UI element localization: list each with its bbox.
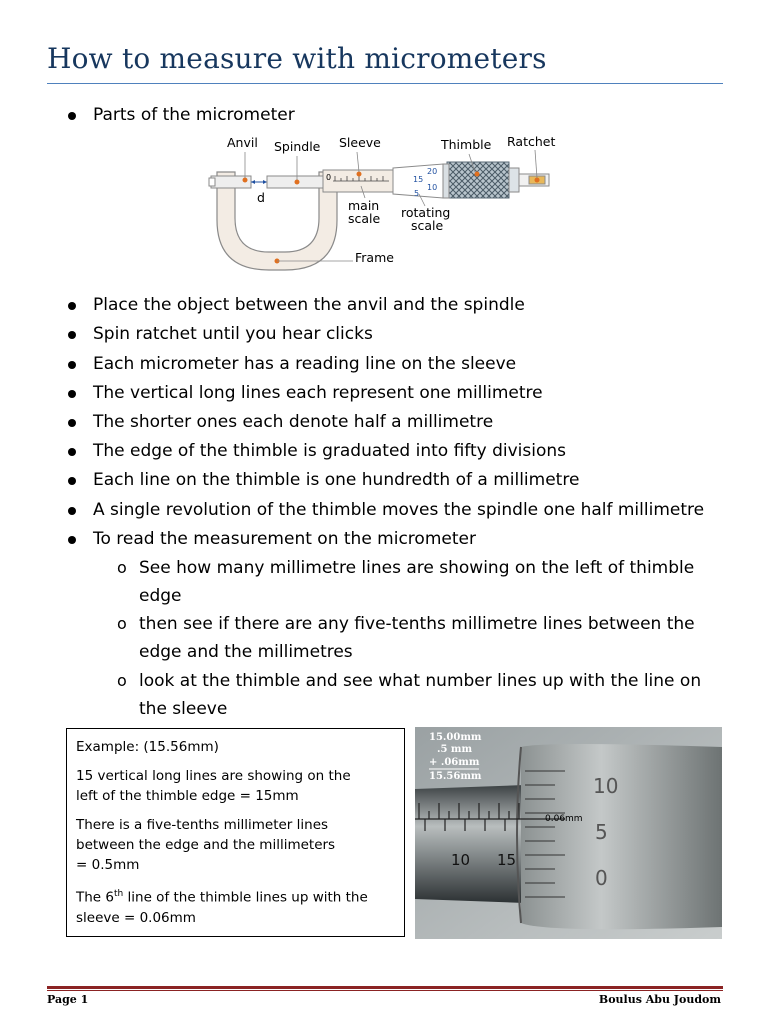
bullet-dot bbox=[68, 112, 76, 120]
calc-line: + .06mm bbox=[429, 757, 480, 768]
sub-bullet-line: See how many millimetre lines are showing on the left of thimble bbox=[139, 558, 695, 578]
example-line: = 0.5mm bbox=[76, 857, 140, 873]
bullet-text: The shorter ones each denote half a millimetre bbox=[93, 412, 494, 432]
title-underline bbox=[47, 83, 723, 84]
calc-line: 15.00mm bbox=[429, 732, 482, 743]
sub-bullet-text bbox=[139, 667, 701, 723]
bullet-item bbox=[68, 496, 704, 525]
micrometer-photo bbox=[415, 727, 722, 939]
bullet-item bbox=[68, 101, 295, 130]
bullet-item bbox=[68, 320, 373, 349]
bullet-dot bbox=[68, 361, 76, 369]
example-paragraph bbox=[76, 766, 395, 806]
thimble-number: 10 bbox=[593, 774, 619, 798]
rotating-scale-number: 5 bbox=[414, 189, 420, 198]
rotating-scale-label: scale bbox=[411, 218, 444, 233]
thimble-number: 5 bbox=[595, 820, 608, 844]
calc-line: 15.56mm bbox=[429, 771, 482, 782]
sub-bullet-item bbox=[117, 610, 717, 666]
bullet-item bbox=[68, 466, 579, 495]
annotation-label: 0.06mm bbox=[545, 814, 583, 824]
sub-bullet-line: look at the thimble and see what number lines up with the line on bbox=[139, 671, 702, 691]
bullet-text: Parts of the micrometer bbox=[93, 105, 295, 125]
bullet-dot bbox=[68, 536, 76, 544]
main-scale-label: scale bbox=[348, 211, 381, 226]
bullet-text: Each micrometer has a reading line on the sleeve bbox=[93, 354, 517, 374]
sub-bullet-line: edge and the millimetres bbox=[139, 642, 353, 662]
gap-d-label: d bbox=[257, 190, 265, 205]
page-number: Page 1 bbox=[47, 993, 89, 1006]
micrometer-diagram bbox=[207, 130, 567, 275]
bullet-dot bbox=[68, 477, 76, 485]
sleeve-zero-label: 0 bbox=[326, 173, 332, 182]
bullet-text: Each line on the thimble is one hundredth of a millimetre bbox=[93, 470, 580, 490]
example-line: between the edge and the millimeters bbox=[76, 837, 336, 853]
superscript: th bbox=[114, 889, 124, 899]
sleeve-label: Sleeve bbox=[339, 135, 381, 150]
sleeve-number: 15 bbox=[497, 851, 517, 869]
thimble-label: Thimble bbox=[441, 137, 492, 152]
bullet-item bbox=[68, 291, 525, 320]
frame-label: Frame bbox=[355, 250, 394, 265]
example-line: The 6 bbox=[76, 889, 114, 906]
bullet-text: Place the object between the anvil and the spindle bbox=[93, 295, 525, 315]
bullet-text: The vertical long lines each represent one millimetre bbox=[93, 383, 543, 403]
footer-rule bbox=[47, 990, 723, 991]
bullet-dot bbox=[68, 507, 76, 515]
rotating-scale-label: rotating bbox=[401, 205, 451, 220]
sub-bullet-item bbox=[117, 667, 717, 723]
sub-bullet-line: edge bbox=[139, 586, 182, 606]
example-heading: Example: (15.56mm) bbox=[76, 739, 219, 755]
example-line: line of the thimble lines up with the bbox=[123, 889, 368, 906]
example-box bbox=[66, 728, 405, 937]
rotating-scale-number: 20 bbox=[427, 167, 438, 176]
calc-line: .5 mm bbox=[437, 744, 473, 755]
example-paragraph bbox=[76, 815, 395, 875]
sub-bullet-item bbox=[117, 554, 717, 610]
example-line: There is a five-tenths millimeter lines bbox=[76, 817, 329, 833]
sub-bullet-line: the sleeve bbox=[139, 699, 228, 719]
bullet-item bbox=[68, 525, 476, 554]
bullet-item bbox=[68, 379, 543, 408]
bullet-item bbox=[68, 408, 493, 437]
bullet-dot bbox=[68, 448, 76, 456]
main-scale-label: main bbox=[348, 198, 380, 213]
example-line: left of the thimble edge = 15mm bbox=[76, 788, 299, 804]
rotating-scale-number: 10 bbox=[427, 183, 438, 192]
bullet-text: Spin ratchet until you hear clicks bbox=[93, 324, 373, 344]
bullet-dot bbox=[68, 302, 76, 310]
sleeve-number: 10 bbox=[451, 851, 471, 869]
example-paragraph bbox=[76, 884, 395, 928]
thimble-number: 0 bbox=[595, 866, 608, 890]
sub-bullet-marker: o bbox=[117, 671, 127, 690]
author-name: Boulus Abu Joudom bbox=[598, 993, 721, 1006]
ratchet-label: Ratchet bbox=[507, 134, 556, 149]
footer-rule bbox=[47, 986, 723, 989]
sub-bullet-marker: o bbox=[117, 614, 127, 633]
bullet-dot bbox=[68, 419, 76, 427]
example-line: sleeve = 0.06mm bbox=[76, 909, 196, 926]
ratchet-shape bbox=[509, 168, 519, 192]
bullet-text: The edge of the thimble is graduated into fifty divisions bbox=[93, 441, 567, 461]
rotating-scale-number: 15 bbox=[413, 175, 424, 184]
bullet-dot bbox=[68, 331, 76, 339]
spindle-label: Spindle bbox=[274, 139, 321, 154]
sub-bullet-text bbox=[139, 554, 694, 610]
bullet-text: To read the measurement on the micrometer bbox=[93, 529, 476, 549]
bullet-item bbox=[68, 350, 516, 379]
sub-bullet-marker: o bbox=[117, 558, 127, 577]
bullet-dot bbox=[68, 390, 76, 398]
bullet-item bbox=[68, 437, 566, 466]
page-title: How to measure with micrometers bbox=[47, 42, 547, 75]
sub-bullet-text bbox=[139, 610, 695, 666]
example-line: 15 vertical long lines are showing on the bbox=[76, 768, 351, 784]
anvil-label: Anvil bbox=[227, 135, 258, 150]
thimble-shape bbox=[447, 162, 509, 198]
bullet-text: A single revolution of the thimble moves the spindle one half millimetre bbox=[93, 500, 705, 520]
sub-bullet-line: then see if there are any five-tenths millimetre lines between the bbox=[139, 614, 695, 634]
